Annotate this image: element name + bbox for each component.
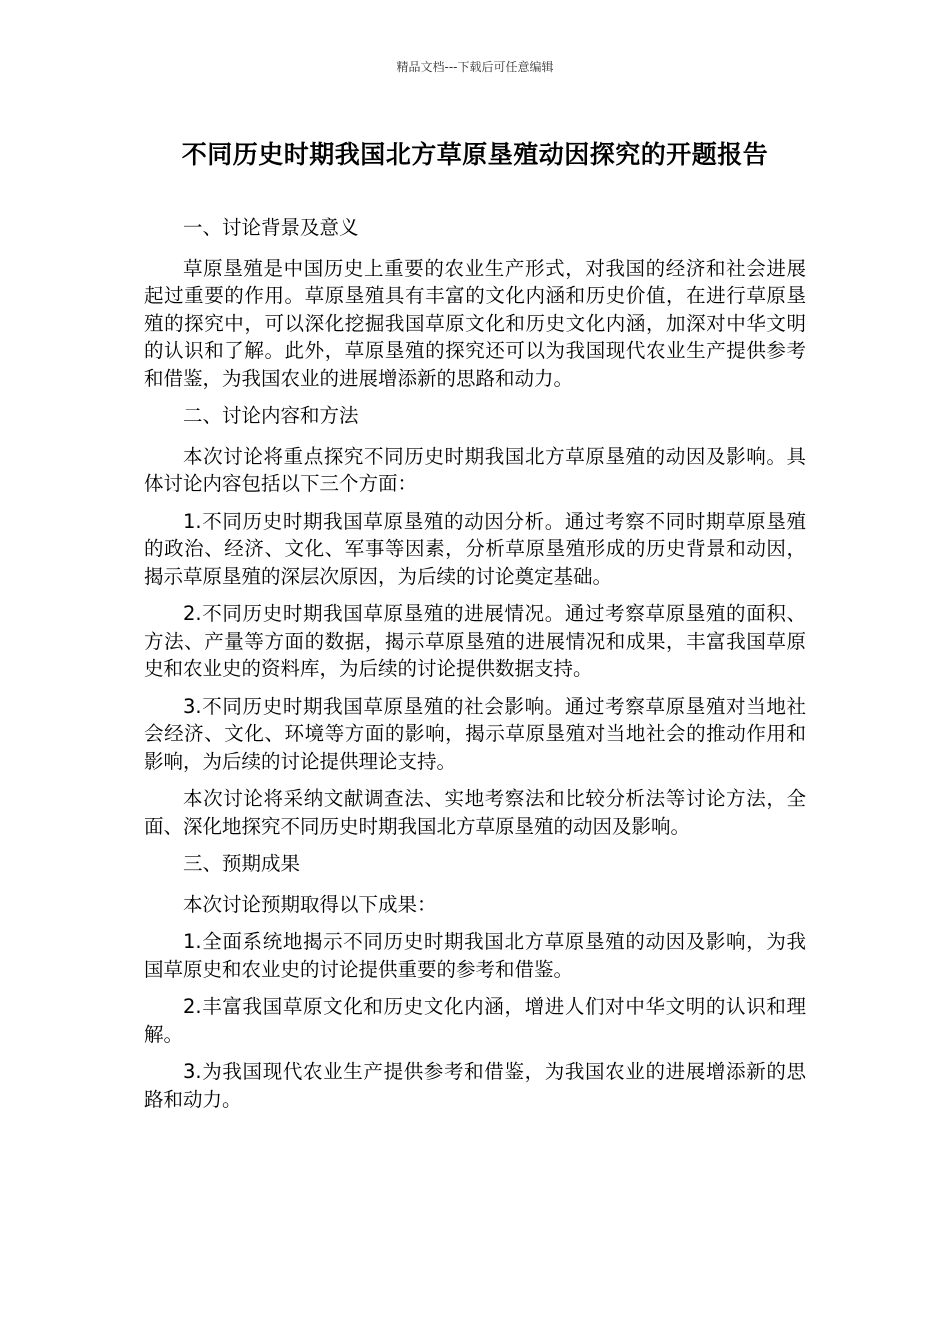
paragraph-content-item-1: 1.不同历史时期我国草原垦殖的动因分析。通过考察不同时期草原垦殖的政治、经济、文化、军事等因素，分析草原垦殖形成的历史背景和动因，揭示草原垦殖的深层次原因，为后续的讨论奠定基础。 bbox=[144, 509, 806, 588]
section-heading-expected-results: 三、预期成果 bbox=[183, 852, 301, 875]
document-body bbox=[144, 214, 806, 1123]
document-title: 不同历史时期我国北方草原垦殖动因探究的开题报告 bbox=[181, 140, 769, 169]
paragraph-content-item-2: 2.不同历史时期我国草原垦殖的进展情况。通过考察草原垦殖的面积、方法、产量等方面的数据，揭示草原垦殖的进展情况和成果，丰富我国草原史和农业史的资料库，为后续的讨论提供数据支持。 bbox=[144, 602, 806, 680]
paragraph-result-item-2: 2.丰富我国草原文化和历史文化内涵，增进人们对中华文明的认识和理解。 bbox=[144, 995, 806, 1046]
paragraph-content-item-3: 3.不同历史时期我国草原垦殖的社会影响。通过考察草原垦殖对当地社会经济、文化、环境等方面的影响，揭示草原垦殖对当地社会的推动作用和影响，为后续的讨论提供理论支持。 bbox=[144, 694, 806, 773]
paragraph-methods: 本次讨论将采纳文献调查法、实地考察法和比较分析法等讨论方法，全面、深化地探究不同历史时期我国北方草原垦殖的动因及影响。 bbox=[144, 787, 806, 838]
header-note: 精品文档---下载后可任意编辑 bbox=[396, 60, 554, 74]
paragraph-background: 草原垦殖是中国历史上重要的农业生产形式，对我国的经济和社会进展起过重要的作用。草原垦殖具有丰富的文化内涵和历史价值，在进行草原垦殖的探究中，可以深化挖掘我国草原文化和历史文化内涵，加深对中华文明的认识和了解。此外，草原垦殖的探究还可以为我国现代农业生产提供参考和借鉴，为我国农业的进展增添新的思路和动力。 bbox=[144, 256, 806, 390]
paragraph-result-item-1: 1.全面系统地揭示不同历史时期我国北方草原垦殖的动因及影响，为我国草原史和农业史的讨论提供重要的参考和借鉴。 bbox=[144, 930, 806, 981]
section-heading-content-methods: 二、讨论内容和方法 bbox=[183, 404, 359, 427]
paragraph-result-item-3: 3.为我国现代农业生产提供参考和借鉴，为我国农业的进展增添新的思路和动力。 bbox=[144, 1060, 806, 1111]
section-heading-background: 一、讨论背景及意义 bbox=[183, 216, 359, 239]
paragraph-results-intro: 本次讨论预期取得以下成果： bbox=[183, 892, 437, 916]
paragraph-content-intro: 本次讨论将重点探究不同历史时期我国北方草原垦殖的动因及影响。具体讨论内容包括以下三个方面： bbox=[144, 444, 806, 495]
